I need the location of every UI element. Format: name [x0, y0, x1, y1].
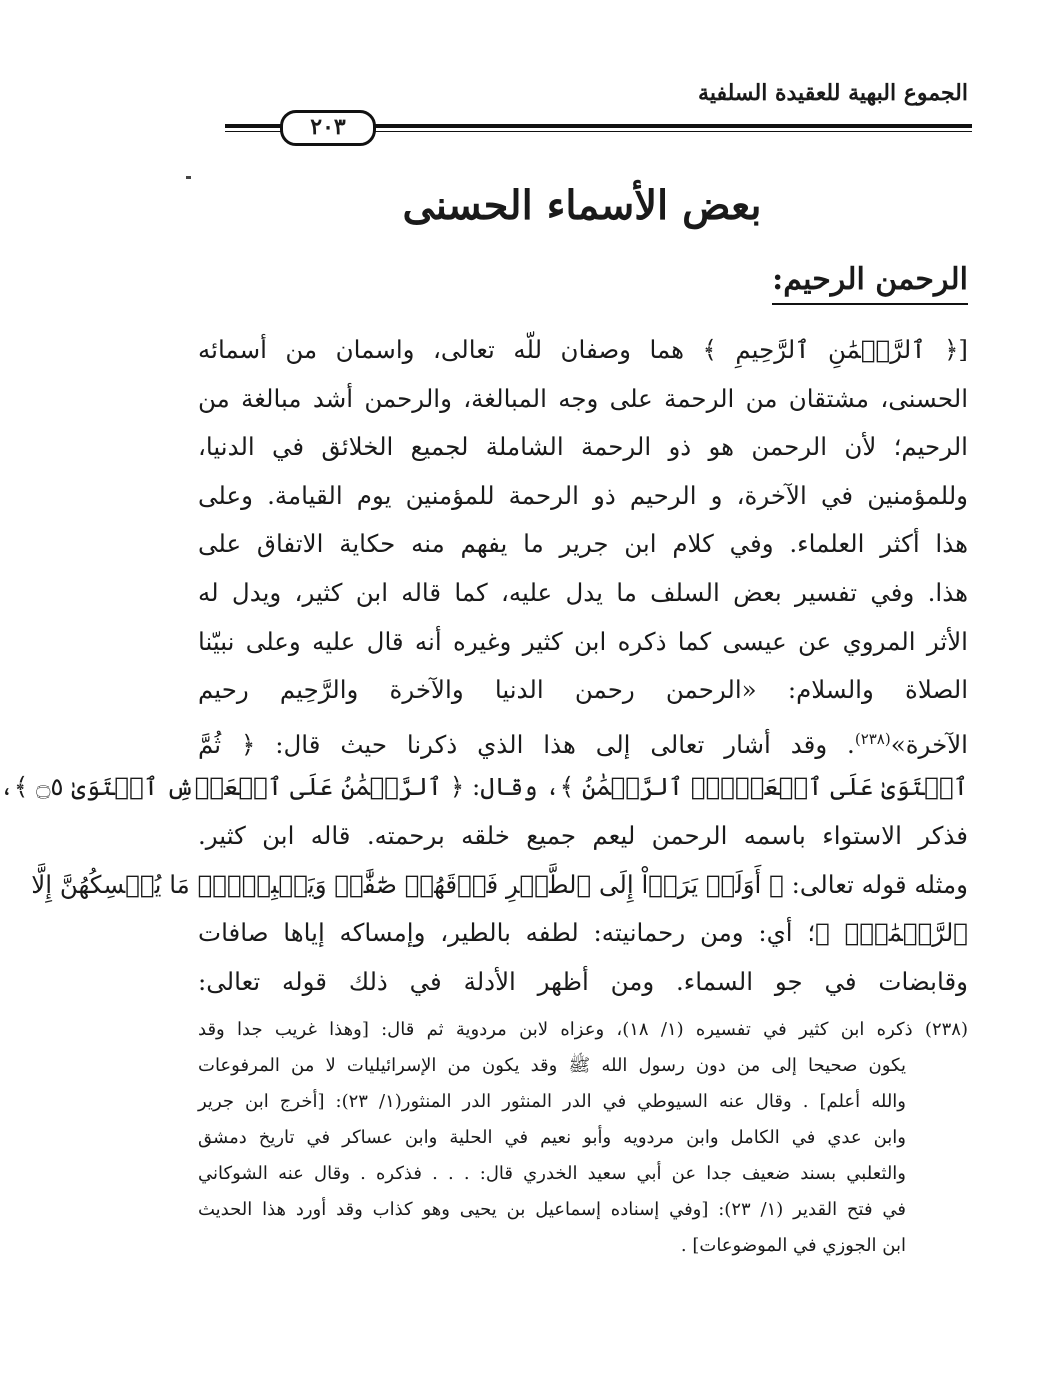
footnote-block [198, 1012, 968, 1264]
body-line-start: الآخرة» [890, 729, 968, 759]
body-line: ومثله قوله تعالى: ﴿ أَوَلَمۡ يَرَوۡاْ إِلَى ٱلطَّيۡرِ فَوۡقَهُمۡ صَٰٓفَّٰتٖ وَيَقۡبِضۡنَۚ مَا يُمۡسِكُهُنَّ إِلَّا [31, 869, 968, 899]
footnote-line: يكون صحيحا إلى من دون رسول الله ﷺ وقد يكون من الإسرائيليات لا من المرفوعات [198, 1055, 906, 1076]
body-line: ٱلرَّحۡمَٰنُۚ ﴾؛ أي: ومن رحمانيته: لطفه بالطير، وإمساكه إياها صافات [198, 918, 968, 948]
body-line: هذا. وفي تفسير بعض السلف ما يدل عليه، كما قاله ابن كثير، ويدل له [198, 577, 968, 607]
footnote-line: والثعلبي بسند ضعيف جدا عن أبي سعيد الخدري قال: . . . فذكره . وقال عنه الشوكاني [198, 1163, 906, 1184]
footnote-line: ابن الجوزي في الموضوعات] . [680, 1235, 906, 1256]
footnote-reference[interactable]: (٢٣٨) [854, 729, 891, 748]
section-heading: الرحمن الرحيم: [772, 260, 968, 305]
body-line: الرحيم؛ لأن الرحمن هو ذو الرحمة الشاملة لجميع الخلائق في الدنيا، [198, 432, 968, 462]
body-line: الحسنى، مشتقان من الرحمة على وجه المبالغة، والرحمن أشد مبالغة من [198, 383, 968, 413]
page-number-badge: ٢٠٣ [280, 110, 376, 146]
chapter-title: بعض الأسماء الحسنى [402, 182, 762, 229]
footnote-line: والله أعلم] . وقال عنه السيوطي في الدر المنثور الدر المنثور(١/ ٢٣): [أخرج ابن جرير [198, 1091, 906, 1112]
body-line: الأثر المروي عن عيسى كما ذكره ابن كثير وغيره أنه قال عليه وعلى نبيّنا [198, 626, 968, 656]
footnote-line: في فتح القدير (١/ ٢٣): [وفي إسناده إسماعيل بن يحيى وهو كذاب وقد أورد هذا الحديث [198, 1199, 906, 1220]
body-line: وقابضات في جو السماء. ومن أظهر الأدلة في ذلك قوله تعالى: [198, 966, 968, 996]
footnote-line: وابن عدي في الكامل وابن مردويه وأبو نعيم في الحلية وابن عساكر في تاريخ دمشق [198, 1127, 906, 1148]
body-line-with-footnote [198, 715, 968, 764]
body-text [0, 326, 968, 1006]
scan-speck [186, 176, 191, 179]
footnote-line: (٢٣٨) ذكره ابن كثير في تفسيره (١/ ١٨)، وعزاه لابن مردوية ثم قال: [وهذا غريب جدا وقد [198, 1019, 968, 1040]
body-line: فذكر الاستواء باسمه الرحمن ليعم جميع خلقه برحمته. قاله ابن كثير. [198, 820, 968, 850]
body-line: ٱسۡتَوَىٰ عَلَى ٱلۡعَرۡشِۚ ٱلرَّحۡمَٰنُ ﴾، وقال: ﴿ ٱلرَّحۡمَٰنُ عَلَى ٱلۡعَرۡشِ ٱسۡتَوَىٰ ۝٥ ﴾، [0, 772, 968, 802]
body-line: [﴿ ٱلرَّحۡمَٰنِ ٱلرَّحِيمِ ﴾ هما وصفان للّه تعالى، واسمان من أسمائه [198, 335, 968, 364]
body-line: الصلاة والسلام: «الرحمن رحمن الدنيا والآخرة والرَّحِيم رحيم [198, 675, 968, 705]
body-line-continuation: . وقد أشار تعالى إلى هذا الذي ذكرنا حيث قال: ﴿ ثُمَّ [198, 729, 855, 759]
body-line: هذا أكثر العلماء. وفي كلام ابن جرير ما يفهم منه حكاية الاتفاق على [198, 529, 968, 559]
body-line: وللمؤمنين في الآخرة، و الرحيم ذو الرحمة للمؤمنين يوم القيامة. وعلى [198, 480, 968, 510]
running-header-title: الجموع البهية للعقيدة السلفية [698, 80, 968, 106]
